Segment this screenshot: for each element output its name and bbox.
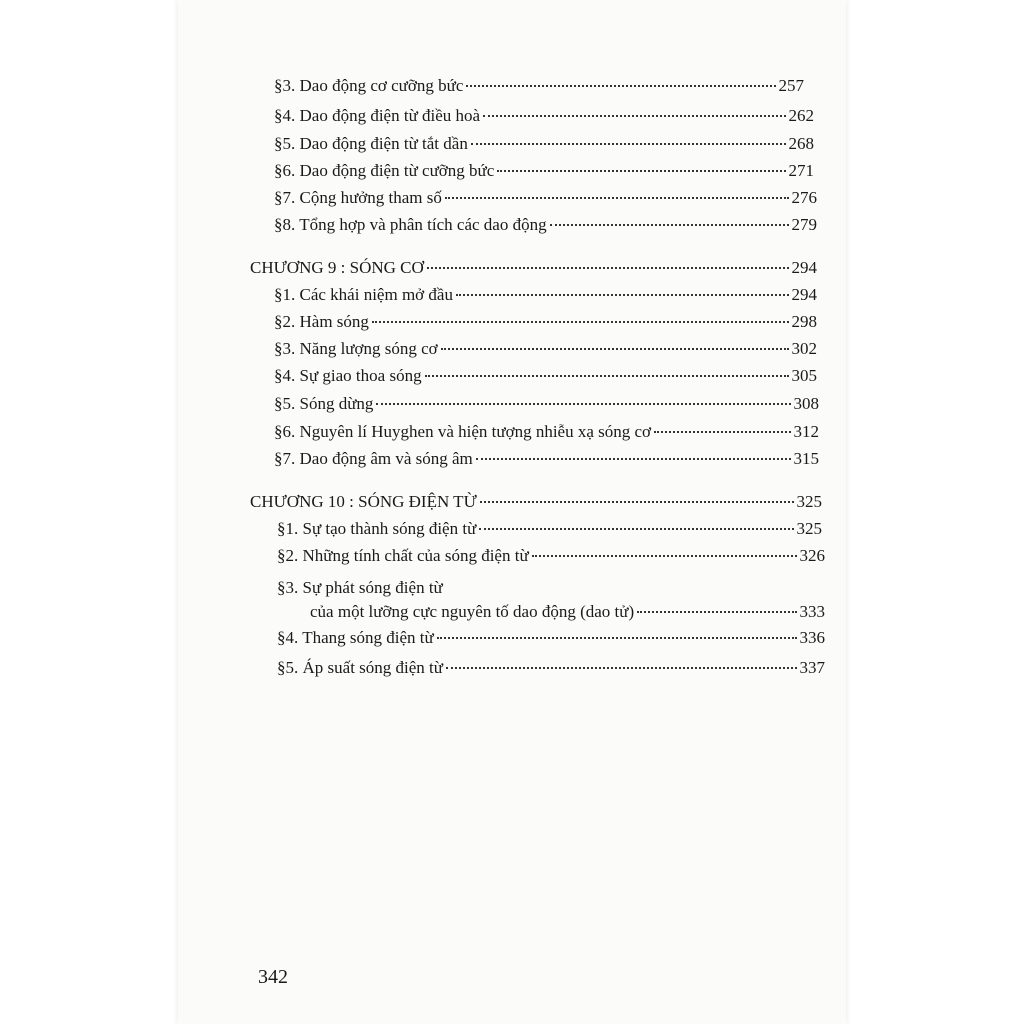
dot-leader xyxy=(446,667,797,669)
dot-leader xyxy=(479,528,793,530)
chapter-title: CHƯƠNG 10 : SÓNG ĐIỆN TỪ xyxy=(250,492,477,511)
toc-title: §2. Hàm sóng xyxy=(274,312,369,331)
toc-page: 337 xyxy=(799,658,825,677)
toc-chapter xyxy=(250,258,817,278)
toc-title: §6. Dao động điện từ cưỡng bức xyxy=(274,161,495,180)
toc-title: §6. Nguyên lí Huyghen và hiện tượng nhiễu xạ sóng cơ xyxy=(274,422,652,441)
toc-entry xyxy=(274,161,814,181)
toc-page: 294 xyxy=(791,285,817,304)
toc-page: 336 xyxy=(799,628,825,647)
dot-leader xyxy=(497,170,785,172)
toc-page: 294 xyxy=(791,258,817,277)
toc-entry xyxy=(274,134,814,154)
toc-entry xyxy=(274,215,817,235)
toc-title: §2. Những tính chất của sóng điện từ xyxy=(277,546,529,565)
toc-page: 271 xyxy=(788,161,814,180)
toc-title: §5. Dao động điện từ tắt dần xyxy=(274,134,468,153)
toc-title: §3. Năng lượng sóng cơ xyxy=(274,339,438,358)
toc-entry xyxy=(274,449,819,469)
dot-leader xyxy=(550,224,789,226)
toc-title-continuation: của một lưỡng cực nguyên tố dao động (dao tử) xyxy=(310,602,635,621)
toc-title: §3. Dao động cơ cưỡng bức xyxy=(274,76,464,95)
toc-page: 298 xyxy=(791,312,817,331)
dot-leader xyxy=(425,375,789,377)
toc-entry xyxy=(274,76,804,96)
dot-leader xyxy=(532,555,797,557)
toc-entry xyxy=(277,628,825,648)
toc-entry xyxy=(274,366,817,386)
toc-title: §5. Áp suất sóng điện từ xyxy=(277,658,443,677)
toc-page: 325 xyxy=(796,519,822,538)
toc-entry xyxy=(274,422,819,442)
dot-leader xyxy=(476,458,791,460)
toc-page: 333 xyxy=(799,602,825,621)
toc-title: §4. Dao động điện từ điều hoà xyxy=(274,106,481,125)
toc-chapter xyxy=(250,492,822,512)
dot-leader xyxy=(376,403,790,405)
toc-page: 312 xyxy=(793,422,819,441)
chapter-title: CHƯƠNG 9 : SÓNG CƠ xyxy=(250,258,424,277)
dot-leader xyxy=(466,85,775,87)
dot-leader xyxy=(427,267,789,269)
toc-entry xyxy=(310,602,825,622)
toc-title: §5. Sóng dừng xyxy=(274,394,374,413)
toc-page: 279 xyxy=(791,215,817,234)
toc-entry xyxy=(274,106,814,126)
toc-page: 325 xyxy=(796,492,822,511)
toc-page: 268 xyxy=(788,134,814,153)
toc-title: §1. Các khái niệm mở đầu xyxy=(274,285,453,304)
dot-leader xyxy=(480,501,794,503)
toc-title: §8. Tổng hợp và phân tích các dao động xyxy=(274,215,547,234)
toc-title: §3. Sự phát sóng điện từ xyxy=(277,578,443,597)
toc-title: §7. Cộng hưởng tham số xyxy=(274,188,442,207)
toc-entry xyxy=(274,285,817,305)
toc-title: §4. Sự giao thoa sóng xyxy=(274,366,422,385)
toc-page: 305 xyxy=(791,366,817,385)
toc-page: 308 xyxy=(793,394,819,413)
toc-page: 257 xyxy=(778,76,804,95)
toc-page: 262 xyxy=(788,106,814,125)
toc-title: §4. Thang sóng điện từ xyxy=(277,628,434,647)
dot-leader xyxy=(456,294,789,296)
toc-page: 276 xyxy=(791,188,817,207)
toc-entry xyxy=(277,658,825,678)
dot-leader xyxy=(471,143,786,145)
dot-leader xyxy=(654,431,790,433)
dot-leader xyxy=(441,348,789,350)
dot-leader xyxy=(445,197,789,199)
page-number: 342 xyxy=(258,966,288,988)
toc-page: 315 xyxy=(793,449,819,468)
toc-entry xyxy=(277,546,825,566)
dot-leader xyxy=(437,637,797,639)
toc-page: 302 xyxy=(791,339,817,358)
toc-entry xyxy=(274,188,817,208)
toc-title: §7. Dao động âm và sóng âm xyxy=(274,449,473,468)
toc-entry xyxy=(274,339,817,359)
toc-page: 326 xyxy=(799,546,825,565)
dot-leader xyxy=(483,115,785,117)
toc-entry xyxy=(274,312,817,332)
toc-entry xyxy=(277,519,822,539)
toc-entry xyxy=(274,394,819,414)
toc-title: §1. Sự tạo thành sóng điện từ xyxy=(277,519,477,538)
dot-leader xyxy=(372,321,789,323)
dot-leader xyxy=(637,611,796,613)
